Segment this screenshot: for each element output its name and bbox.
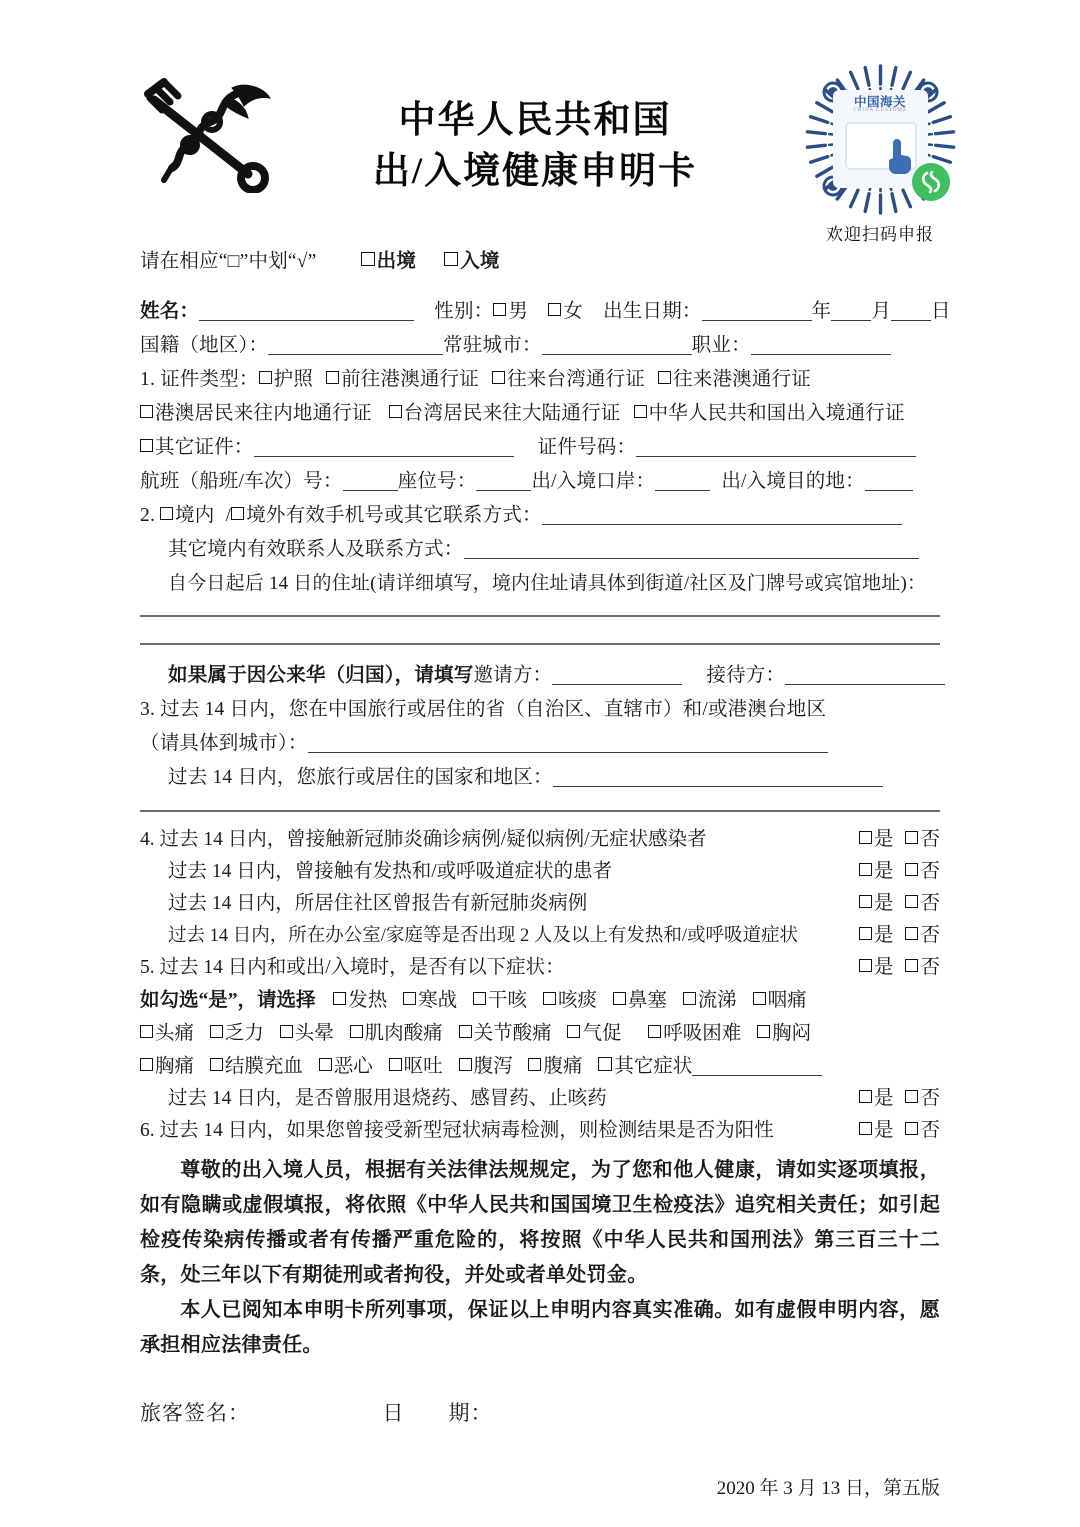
q4-text-1: 过去 14 日内，曾接触有发热和/或呼吸道症状的患者 <box>168 861 613 882</box>
q3-city-input[interactable] <box>308 734 828 753</box>
birth-year-input[interactable] <box>702 302 812 321</box>
yes-label-q5: 是 <box>873 957 894 978</box>
symptom-label-17: 恶心 <box>333 1056 373 1077</box>
medication-text: 过去 14 日内，是否曾服用退烧药、感冒药、止咳药 <box>168 1088 607 1109</box>
symptom-label-1: 寒战 <box>418 990 458 1011</box>
symptom-nasal-congestion[interactable] <box>613 984 667 1017</box>
qr-code-image[interactable] <box>803 62 958 217</box>
address-line-2[interactable] <box>140 643 940 645</box>
self-declaration-paragraph <box>140 1293 940 1363</box>
yesno-group-q6 <box>859 1115 940 1147</box>
q2-slash: / <box>225 505 232 526</box>
q3-line-2 <box>140 727 940 761</box>
seat-label: 座位号： <box>397 471 477 492</box>
symptom-vomiting[interactable] <box>389 1050 443 1083</box>
symptom-label-9: 头晕 <box>294 1023 334 1044</box>
doc-type2-label-0: 港澳居民来往内地通行证 <box>155 403 372 424</box>
symptom-headache[interactable] <box>140 1017 194 1050</box>
date-label: 日 期： <box>382 1401 493 1425</box>
symptom-label-16: 结膜充血 <box>224 1056 303 1077</box>
doc-type-label-0: 护照 <box>273 369 314 390</box>
doc-type-label-1: 前往港澳通行证 <box>341 369 480 390</box>
section-divider <box>140 810 940 812</box>
q3-line-1 <box>140 693 940 727</box>
q3-country-input[interactable] <box>553 768 883 787</box>
destination-label: 出/入境目的地： <box>721 471 865 492</box>
resident-city-input[interactable] <box>542 336 692 355</box>
birthdate-label: 出生日期： <box>603 301 702 322</box>
form-body <box>140 245 951 1500</box>
checkbox-symptom-6[interactable] <box>753 992 766 1005</box>
no-label-q4-0: 否 <box>920 829 940 850</box>
q4-number: 4. <box>140 829 155 850</box>
yesno-group-q4-0 <box>859 824 940 856</box>
host-input[interactable] <box>785 666 945 685</box>
signature-label: 旅客签名： <box>140 1401 250 1425</box>
q6-number: 6. <box>140 1120 155 1141</box>
symptom-label-14: 胸闷 <box>772 1023 812 1044</box>
no-label-q4-2: 否 <box>920 893 940 914</box>
legal-notice-paragraph <box>140 1153 940 1293</box>
symptom-sputum[interactable] <box>543 984 597 1017</box>
checkbox-doc-to-hk-macau[interactable] <box>326 371 339 384</box>
yes-label-q6: 是 <box>873 1120 894 1141</box>
signature-row <box>140 1397 940 1427</box>
checkbox-q4-3-no[interactable] <box>905 927 918 940</box>
symptom-chest-pain[interactable] <box>140 1050 194 1083</box>
doc-number-label: 证件号码： <box>537 437 637 458</box>
yesno-group-q5 <box>859 952 940 984</box>
instruction-text: 请在相应“□”中划“√” <box>140 251 317 272</box>
checkbox-q5-no[interactable] <box>905 959 918 972</box>
day-unit: 日 <box>931 301 951 322</box>
checkbox-symptom-5[interactable] <box>683 992 696 1005</box>
nationality-label: 国籍（地区）： <box>140 335 269 356</box>
q1-number: 1. <box>140 369 156 390</box>
checkbox-symptom-17[interactable] <box>319 1058 332 1071</box>
seat-input[interactable] <box>476 472 531 491</box>
wechat-miniprogram-qr-block[interactable] <box>780 62 980 245</box>
symptom-label-15: 胸痛 <box>155 1056 195 1077</box>
legal-notice-text: 尊敬的出入境人员，根据有关法律法规规定，为了您和他人健康，请如实逐项填报，如有隐瞒或虚假填报，将依照《中华人民共和国国境卫生检疫法》追究相关责任；如引起检疫传染病传播或者有传播严重危险的，将按照《中华人民共和国刑法》第三百三十二条，处三年以下有期徒刑或者拘役，并处或者单处罚金。 <box>140 1159 940 1286</box>
qr-caption: 欢迎扫码申报 <box>826 225 934 244</box>
identity-row-1 <box>140 295 951 329</box>
symptom-nausea[interactable] <box>319 1050 373 1083</box>
q1-other-doc-row <box>140 431 940 465</box>
symptom-dizziness[interactable] <box>280 1017 334 1050</box>
checkbox-symptom-other[interactable] <box>598 1057 612 1071</box>
symptom-label-4: 鼻塞 <box>627 990 667 1011</box>
self-declaration-text: 本人已阅知本申明卡所列事项，保证以上申明内容真实准确。如有虚假申明内容，愿承担相应法律责任。 <box>140 1299 940 1356</box>
name-label: 姓名： <box>140 301 200 322</box>
address-line-1[interactable] <box>140 615 940 617</box>
inviter-label: 邀请方： <box>473 665 553 686</box>
checkbox-doc-prc-travel-permit[interactable] <box>634 405 647 418</box>
symptom-row-1 <box>140 984 940 1017</box>
gender-female-label: 女 <box>563 301 583 322</box>
symptom-label-3: 咳痰 <box>557 990 597 1011</box>
address-label: 自今日起后 14 日的住址(请详细填写，境内住址请具体到街道/社区及门牌号或宾馆地址)： <box>168 573 927 594</box>
checkbox-doc-taiwan-resident[interactable] <box>389 405 402 418</box>
checkbox-symptom-20[interactable] <box>528 1058 541 1071</box>
checkbox-symptom-16[interactable] <box>210 1058 223 1071</box>
symptom-label-7: 头痛 <box>155 1023 195 1044</box>
yesno-group-medication <box>859 1083 940 1115</box>
yesno-group-q4-3 <box>859 920 940 952</box>
year-unit: 年 <box>811 301 832 322</box>
checkbox-domestic-phone[interactable] <box>160 507 173 520</box>
q5-question-row <box>140 952 940 984</box>
symptom-other-label: 其它症状 <box>614 1056 693 1077</box>
q2-address-label-row <box>140 567 940 601</box>
symptom-fatigue[interactable] <box>210 1017 264 1050</box>
checkbox-symptom-14[interactable] <box>757 1025 770 1038</box>
overseas-label: 境外有效手机号或其它联系方式： <box>246 505 542 526</box>
checkbox-q6-no[interactable] <box>905 1122 918 1135</box>
birth-month-input[interactable] <box>831 302 871 321</box>
q4-text-2: 过去 14 日内，所居住社区曾报告有新冠肺炎病例 <box>168 893 588 914</box>
q1-label: 证件类型： <box>160 369 259 390</box>
checkbox-doc-hkmacau-resident[interactable] <box>140 405 153 418</box>
tap-hand-icon <box>881 134 915 174</box>
checkbox-symptom-7[interactable] <box>140 1025 153 1038</box>
q3-city-label: （请具体到城市）： <box>140 733 308 754</box>
checkbox-symptom-0[interactable] <box>333 992 346 1005</box>
checkbox-entry[interactable] <box>444 252 458 266</box>
checkbox-doc-passport[interactable] <box>259 371 272 384</box>
symptom-label-6: 咽痛 <box>767 990 807 1011</box>
symptom-sore-throat[interactable] <box>753 984 807 1017</box>
nationality-input[interactable] <box>268 336 443 355</box>
symptom-label-0: 发热 <box>348 990 388 1011</box>
port-input[interactable] <box>655 472 710 491</box>
checkbox-q4-1-yes[interactable] <box>859 863 872 876</box>
other-doc-label: 其它证件： <box>155 437 254 458</box>
checkbox-symptom-18[interactable] <box>389 1058 402 1071</box>
yes-label-q4-3: 是 <box>873 925 894 946</box>
checkbox-symptom-13[interactable] <box>648 1025 661 1038</box>
symptom-row-2 <box>140 1017 940 1050</box>
q4-item-row-0 <box>140 824 940 856</box>
symptom-label-19: 腹泻 <box>473 1056 513 1077</box>
birth-day-input[interactable] <box>891 302 931 321</box>
q4-item-row-3 <box>140 920 940 952</box>
q1-travel-row <box>140 465 940 499</box>
checkbox-male[interactable] <box>493 303 506 316</box>
gender-label: 性别： <box>434 301 494 322</box>
emergency-contact-input[interactable] <box>464 540 919 559</box>
symptom-label-20: 腹痛 <box>543 1056 583 1077</box>
checkbox-symptom-9[interactable] <box>280 1025 293 1038</box>
symptom-label-2: 干咳 <box>488 990 528 1011</box>
form-header <box>0 0 1080 244</box>
official-visit-label: 如果属于因公来华（归国），请填写 <box>168 665 474 686</box>
doc-type-label-2: 往来台湾通行证 <box>507 369 645 390</box>
q4-item-row-2 <box>140 888 940 920</box>
symptom-joint-ache[interactable] <box>459 1017 552 1050</box>
checkbox-q4-1-no[interactable] <box>905 863 918 876</box>
phone-input[interactable] <box>542 506 902 525</box>
no-label-q5: 否 <box>920 957 940 978</box>
symptom-muscle-ache[interactable] <box>350 1017 443 1050</box>
checkbox-symptom-4[interactable] <box>613 992 626 1005</box>
doc-number-input[interactable] <box>636 438 916 457</box>
checkbox-overseas-phone[interactable] <box>231 507 244 520</box>
symptom-dry-cough[interactable] <box>473 984 527 1017</box>
checkbox-exit[interactable] <box>361 252 375 266</box>
q3-number: 3. <box>140 699 156 720</box>
checkbox-female[interactable] <box>548 303 561 316</box>
doc-type2-label-1: 台湾居民来往大陆通行证 <box>403 403 621 424</box>
q2-phone-row <box>140 499 940 533</box>
host-label: 接待方： <box>706 665 786 686</box>
checkbox-symptom-3[interactable] <box>543 992 556 1005</box>
checkbox-symptom-2[interactable] <box>473 992 486 1005</box>
symptom-breathing-difficulty[interactable] <box>648 1017 741 1050</box>
no-label-medication: 否 <box>920 1088 940 1109</box>
checkbox-symptom-12[interactable] <box>567 1025 580 1038</box>
q5-medication-row <box>140 1083 940 1115</box>
checkbox-instruction-row <box>140 245 940 279</box>
symptom-fever[interactable] <box>333 984 387 1017</box>
yes-label-q4-0: 是 <box>873 829 894 850</box>
checkbox-symptom-15[interactable] <box>140 1058 153 1071</box>
qr-brand-label: 中国海关 <box>853 95 906 109</box>
symptom-row-3 <box>140 1050 940 1083</box>
emergency-contact-label: 其它境内有效联系人及联系方式： <box>168 539 464 560</box>
checkbox-symptom-19[interactable] <box>459 1058 472 1071</box>
symptom-shortness-of-breath[interactable] <box>567 1017 621 1050</box>
checkbox-doc-hk-macau[interactable] <box>658 371 671 384</box>
symptom-runny-nose[interactable] <box>683 984 737 1017</box>
checkbox-q4-0-yes[interactable] <box>859 831 872 844</box>
gender-male-label: 男 <box>508 301 529 322</box>
checkbox-q6-yes[interactable] <box>859 1122 872 1135</box>
checkbox-doc-taiwan[interactable] <box>492 371 505 384</box>
checkbox-q5-yes[interactable] <box>859 959 872 972</box>
checkbox-medication-yes[interactable] <box>859 1090 872 1103</box>
q4-item-row-1 <box>140 856 940 888</box>
doc-type-label-3: 往来港澳通行证 <box>673 369 811 390</box>
symptom-conjunctival-congestion[interactable] <box>210 1050 303 1083</box>
checkbox-doc-other[interactable] <box>140 439 153 452</box>
symptom-chest-tightness[interactable] <box>757 1017 811 1050</box>
symptom-diarrhea[interactable] <box>459 1050 513 1083</box>
symptom-label-13: 呼吸困难 <box>663 1023 742 1044</box>
checkbox-symptom-10[interactable] <box>350 1025 363 1038</box>
port-label: 出/入境口岸： <box>531 471 656 492</box>
yesno-group-q4-2 <box>859 888 940 920</box>
symptom-label-12: 气促 <box>582 1023 622 1044</box>
symptom-label-5: 流涕 <box>697 990 737 1011</box>
destination-input[interactable] <box>865 472 913 491</box>
symptom-abdominal-pain[interactable] <box>528 1050 582 1083</box>
q6-row <box>140 1115 940 1147</box>
q6-text: 过去 14 日内，如果您曾接受新型冠状病毒检测，则检测结果是否为阳性 <box>159 1120 774 1141</box>
symptom-other-input[interactable] <box>692 1057 822 1076</box>
q5-number: 5. <box>140 957 155 978</box>
yes-label-medication: 是 <box>873 1088 894 1109</box>
symptom-chills[interactable] <box>403 984 457 1017</box>
symptom-choose-prefix: 如勾选“是”，请选择 <box>140 990 316 1011</box>
checkbox-symptom-8[interactable] <box>210 1025 223 1038</box>
no-label-q4-1: 否 <box>920 861 940 882</box>
checkbox-q4-3-yes[interactable] <box>859 927 872 940</box>
q5-question-text: 过去 14 日内和或出/入境时，是否有以下症状： <box>159 957 565 978</box>
yes-label-q4-1: 是 <box>873 861 894 882</box>
checkbox-medication-no[interactable] <box>905 1090 918 1103</box>
q4-text-3: 过去 14 日内，所在办公室/家庭等是否出现 2 人及以上有发热和/或呼吸道症状 <box>168 926 799 946</box>
no-label-q6: 否 <box>920 1120 940 1141</box>
other-doc-input[interactable] <box>254 438 514 457</box>
symptom-label-18: 呕吐 <box>403 1056 443 1077</box>
inviter-input[interactable] <box>552 666 682 685</box>
month-unit: 月 <box>871 301 892 322</box>
flight-input[interactable] <box>343 472 398 491</box>
occupation-input[interactable] <box>751 336 891 355</box>
form-title <box>300 95 770 197</box>
q2-official-visit-row <box>140 659 940 693</box>
domestic-label: 境内 <box>175 505 215 526</box>
checkbox-q4-2-no[interactable] <box>905 895 918 908</box>
symptom-label-8: 乏力 <box>224 1023 264 1044</box>
customs-quarantine-caduceus-emblem <box>140 78 280 193</box>
checkbox-symptom-1[interactable] <box>403 992 416 1005</box>
form-version: 2020 年 3 月 13 日，第五版 <box>716 1478 940 1499</box>
exit-label: 出境 <box>376 251 417 272</box>
symptom-label-10: 肌肉酸痛 <box>364 1023 443 1044</box>
no-label-q4-3: 否 <box>920 925 940 946</box>
entry-label: 入境 <box>460 251 500 272</box>
flight-label: 航班（船班/车次）号： <box>140 471 343 492</box>
resident-city-label: 常驻城市： <box>443 335 542 356</box>
wechat-miniprogram-badge <box>912 163 950 201</box>
q2-number: 2. <box>140 505 156 526</box>
symptom-other[interactable] <box>598 1050 822 1083</box>
title-line-1: 中华人民共和国 <box>398 100 672 141</box>
identity-row-2 <box>140 329 940 363</box>
checkbox-q4-0-no[interactable] <box>905 831 918 844</box>
q3-text-1: 过去 14 日内，您在中国旅行或居住的省（自治区、直辖市）和/或港澳台地区 <box>160 699 827 720</box>
q3-line-3 <box>140 761 940 795</box>
q1-doc-type-row-1 <box>140 363 940 397</box>
occupation-label: 职业： <box>691 335 751 356</box>
yesno-group-q4-1 <box>859 856 940 888</box>
yes-label-q4-2: 是 <box>873 893 894 914</box>
symptom-label-11: 关节酸痛 <box>473 1023 552 1044</box>
q3-country-label: 过去 14 日内，您旅行或居住的国家和地区： <box>168 767 553 788</box>
title-line-2: 出/入境健康申明卡 <box>372 151 698 193</box>
q1-doc-type-row-2 <box>140 397 940 431</box>
qr-brand-sublabel: CHINA CUSTOMS <box>853 108 907 113</box>
q4-text-0: 过去 14 日内，曾接触新冠肺炎确诊病例/疑似病例/无症状感染者 <box>159 829 707 850</box>
checkbox-symptom-11[interactable] <box>459 1025 472 1038</box>
doc-type2-label-2: 中华人民共和国出入境通行证 <box>648 403 905 424</box>
q2-contact-row <box>140 533 940 567</box>
checkbox-q4-2-yes[interactable] <box>859 895 872 908</box>
name-input[interactable] <box>199 302 414 321</box>
